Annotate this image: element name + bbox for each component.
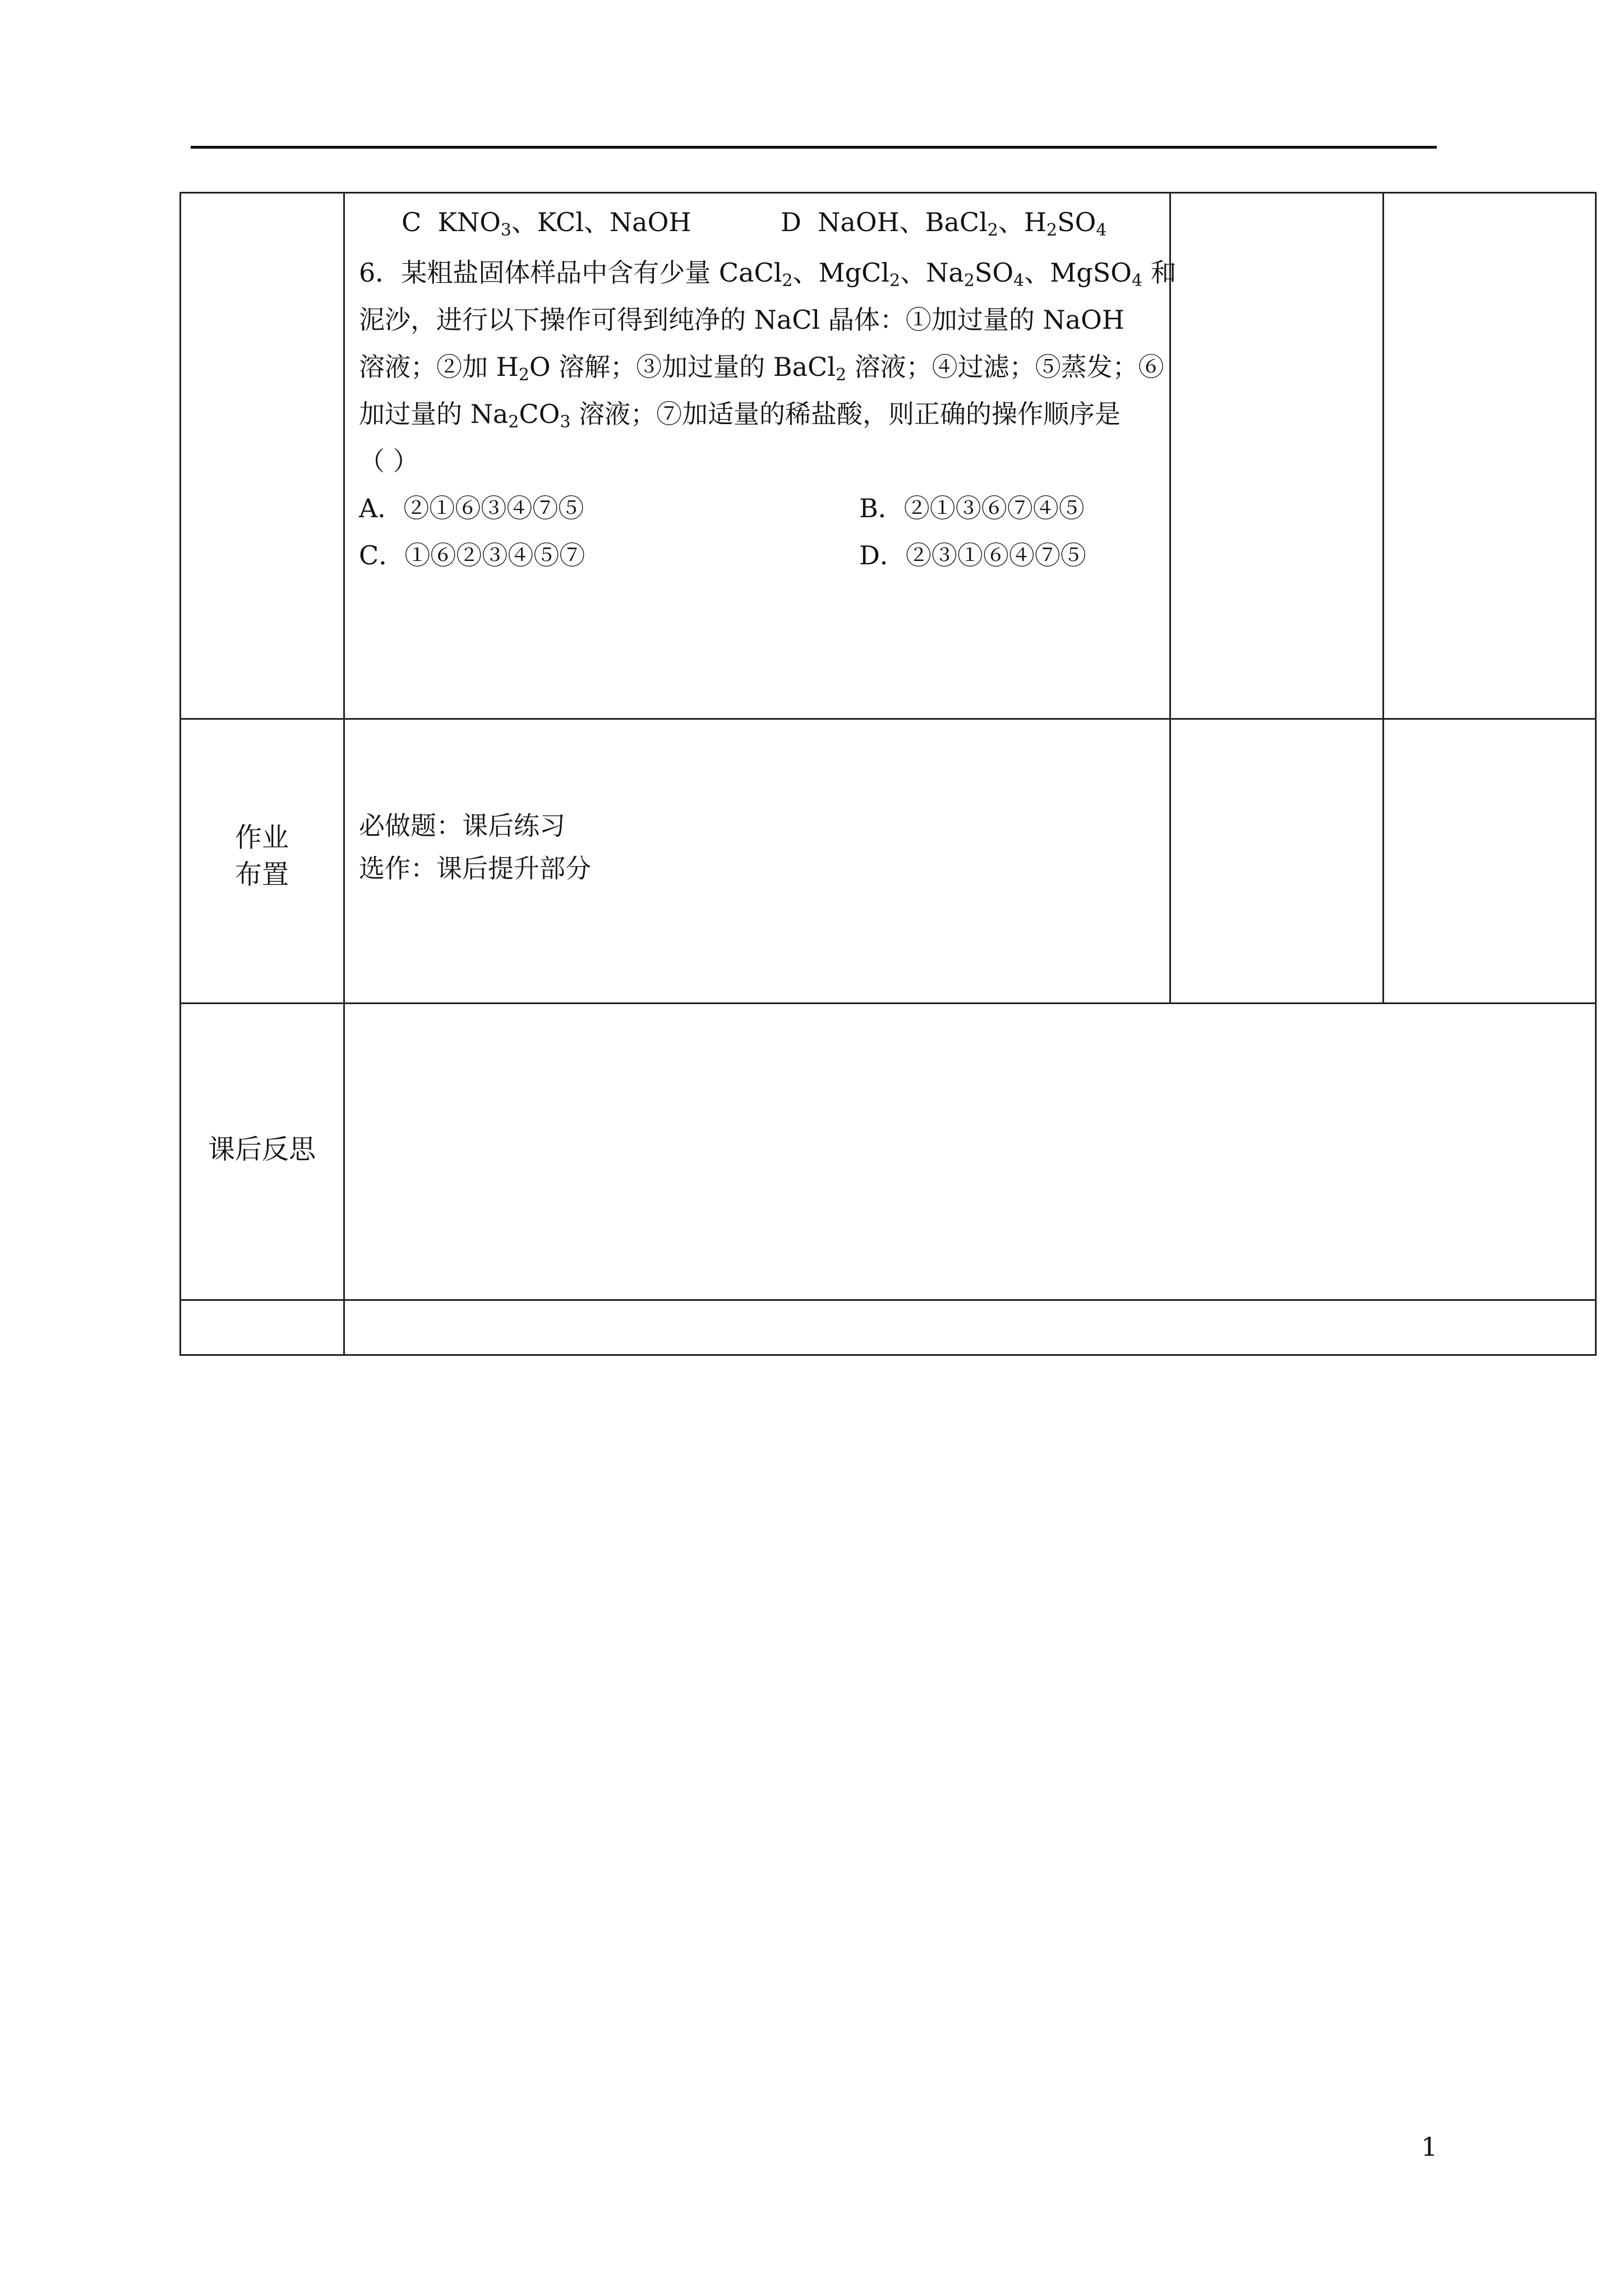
page-number: 1 [1421,2132,1438,2162]
q6-line-2: 泥沙，进行以下操作可得到纯净的 NaCl 晶体：①加过量的 NaOH [359,305,1124,335]
table-col-divider-1 [343,192,345,1356]
homework-label [181,819,343,893]
q6-option-b: B．②①③⑥⑦④⑤ [859,493,1085,523]
q6-answer-blank: （ ） [359,446,419,476]
q5-option-d: D NaOH、BaCl$_2$、$H_2SO_4$ [781,207,1107,240]
homework-label-line-2: 布置 [234,859,289,890]
q6-option-a: A．②①⑥③④⑦⑤ [359,493,584,523]
q6-option-c: C．①⑥②③④⑤⑦ [359,540,585,570]
reflection-label: 课后反思 [208,1134,316,1165]
homework-optional: 选作：课后提升部分 [359,853,591,884]
table-row-divider-1 [179,718,1597,720]
q6-line-3: 溶液；②加 $H_2O$ 溶解；③加过量的 BaCl$_2$ 溶液；④过滤；⑤蒸发；⑥ [359,352,1164,385]
homework-required: 必做题：课后练习 [359,811,565,841]
q6-line-1: 6．某粗盐固体样品中含有少量 CaCl$_2$、MgCl$_2$、$Na_2SO_4$、MgSO$_4$ 和 [359,257,1177,291]
header-rule [191,146,1437,149]
q6-line-4: 加过量的 $Na_2CO_3$ 溶液；⑦加适量的稀盐酸，则正确的操作顺序是 [359,399,1121,432]
table-row-divider-3 [179,1299,1597,1301]
table-col-divider-3 [1382,192,1384,1004]
q6-option-d: D．②③①⑥④⑦⑤ [859,540,1086,570]
q5-option-c: C $KNO_3$、KCl、NaOH [402,207,691,240]
table-row-divider-2 [179,1002,1597,1004]
homework-label-line-1: 作业 [234,822,289,853]
table-col-divider-2 [1169,192,1171,1004]
